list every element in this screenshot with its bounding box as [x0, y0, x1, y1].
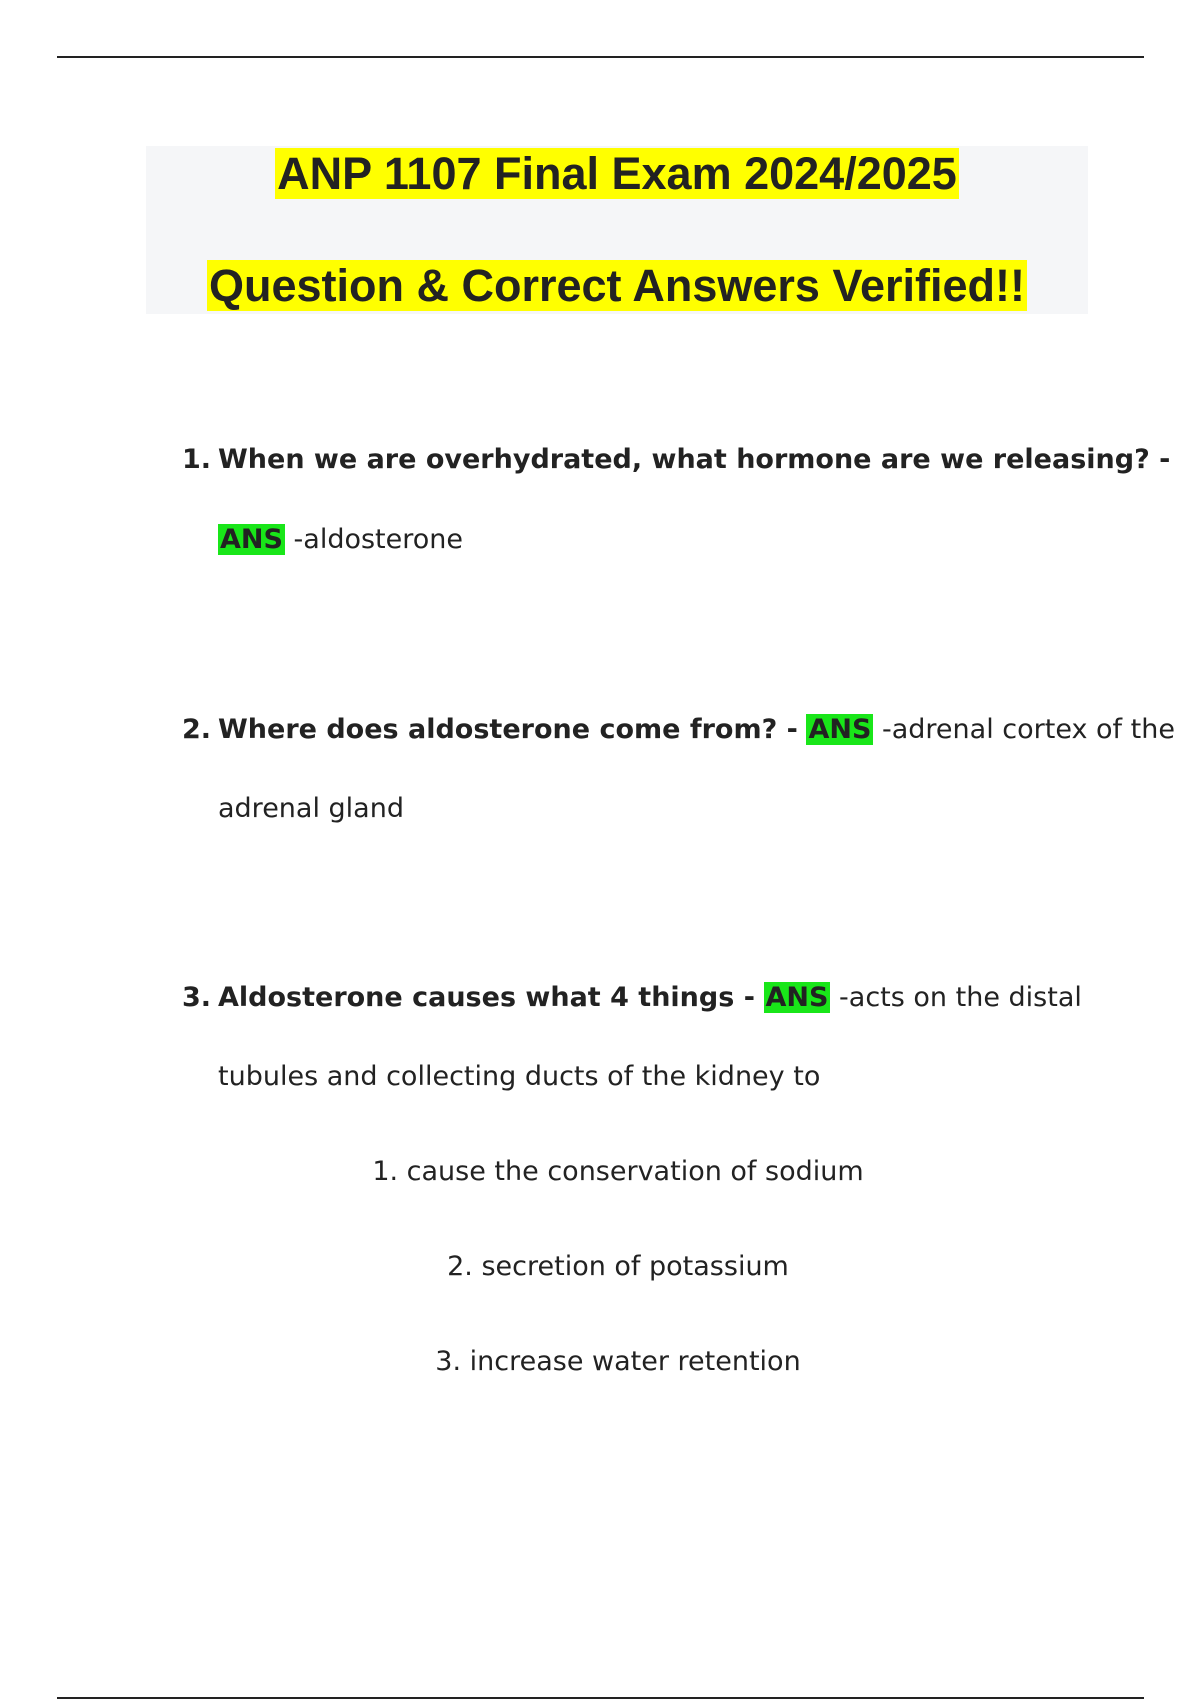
answer-tag: ANS — [220, 524, 283, 555]
answer-tag: ANS — [765, 982, 829, 1013]
list-item: 1. cause the conservation of sodium — [372, 1156, 864, 1187]
title-line-1 — [146, 146, 1088, 202]
title-line-2 — [146, 258, 1088, 314]
list-item: 3. increase water retention — [435, 1346, 801, 1377]
question-1-line-2 — [218, 522, 463, 558]
title-block — [146, 146, 1088, 314]
question-3-line-2 — [218, 1059, 820, 1095]
list-item: 2. secretion of potassium — [447, 1251, 789, 1282]
question-2-line-1 — [182, 712, 1175, 748]
question-1-line-1 — [182, 442, 1170, 478]
answer-text: -adrenal cortex of the — [882, 714, 1175, 745]
question-text: Where does aldosterone come from? - — [218, 714, 798, 745]
answer-tag: ANS — [808, 714, 872, 745]
answer-text-continued: adrenal gland — [218, 793, 404, 824]
answer-text: -acts on the distal — [839, 982, 1082, 1013]
top-rule — [57, 56, 1144, 58]
page-title: ANP 1107 Final Exam 2024/2025 — [277, 148, 957, 199]
question-2-line-2 — [218, 791, 404, 827]
question-text: When we are overhydrated, what hormone are we releasing? - — [218, 444, 1171, 475]
question-number: 1. — [182, 444, 212, 475]
page-subtitle: Question & Correct Answers Verified!! — [208, 260, 1026, 311]
answer-text-continued: tubules and collecting ducts of the kidney to — [218, 1061, 821, 1092]
question-number: 3. — [182, 982, 212, 1013]
question-3-line-1 — [182, 980, 1082, 1016]
answer-text: -aldosterone — [293, 524, 464, 555]
question-number: 2. — [182, 714, 212, 745]
bottom-rule — [57, 1697, 1144, 1699]
question-text: Aldosterone causes what 4 things - — [218, 982, 755, 1013]
